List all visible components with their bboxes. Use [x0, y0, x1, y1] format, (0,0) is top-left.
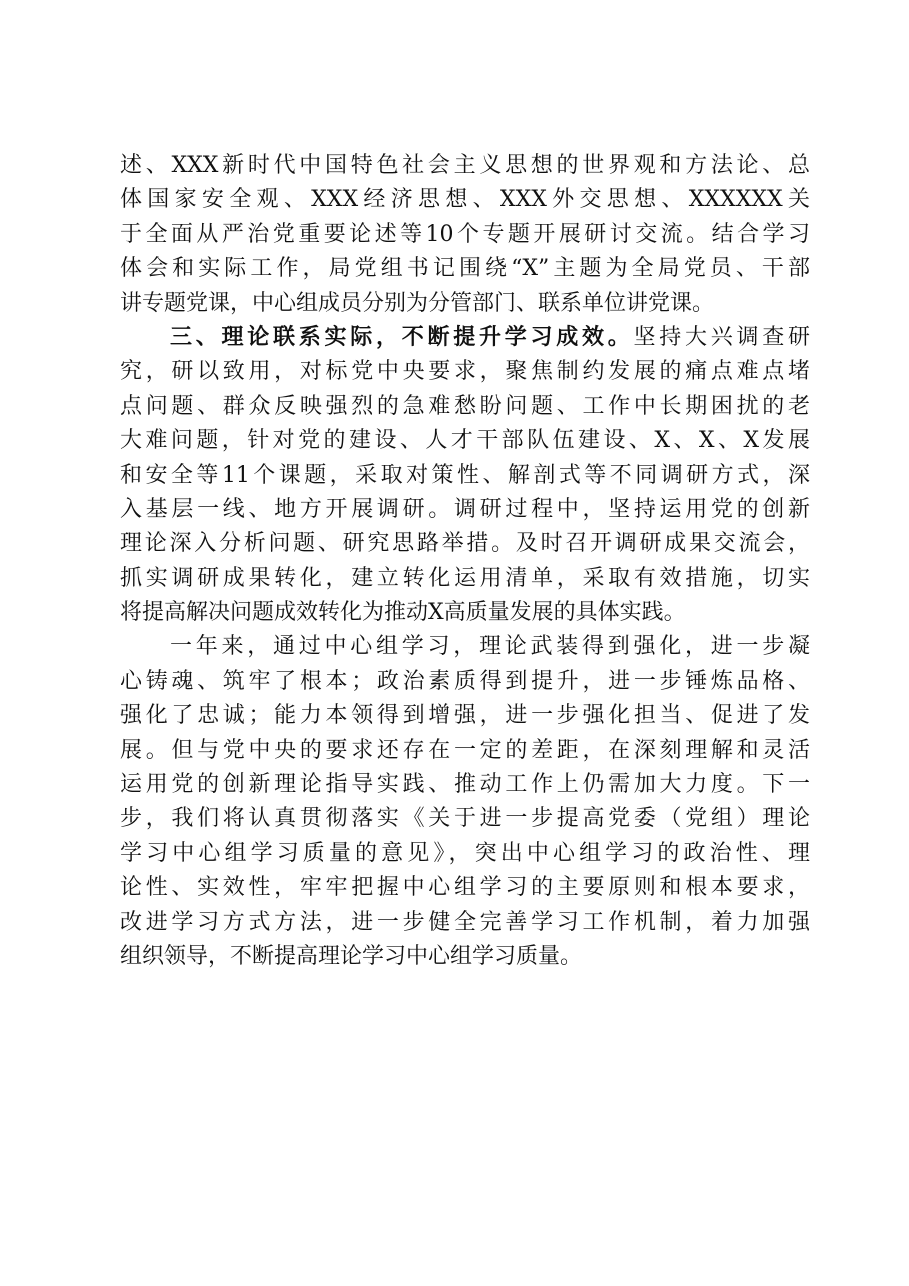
paragraph-line: 心铸魂、筑牢了根本；政治素质得到提升，进一步锤炼品格、	[120, 668, 810, 694]
paragraph-line-rest: 坚持大兴调查研	[633, 324, 810, 350]
paragraph-2	[120, 321, 810, 631]
paragraph-first-line	[120, 321, 810, 355]
paragraph-line: 究，研以致用，对标党中央要求，聚焦制约发展的痛点难点堵	[120, 359, 810, 385]
paragraph-line: 运用党的创新理论指导实践、推动工作上仍需加大力度。下一	[120, 772, 810, 798]
paragraph-line: 论性、实效性，牢牢把握中心组学习的主要原则和根本要求，	[120, 875, 810, 901]
paragraph-line: 入基层一线、地方开展调研。调研过程中，坚持运用党的创新	[120, 496, 810, 522]
paragraph-line: 理论深入分析问题、研究思路举措。及时召开调研成果交流会，	[120, 531, 810, 557]
section-heading: 三、理论联系实际，不断提升学习成效。	[170, 324, 634, 350]
paragraph-line: 体会和实际工作，局党组书记围绕“X”主题为全局党员、干部	[120, 256, 810, 282]
paragraph-line: 学习中心组学习质量的意见》，突出中心组学习的政治性、理	[120, 840, 810, 866]
paragraph-line: 大难问题，针对党的建设、人才干部队伍建设、X、X、X发展	[120, 428, 810, 454]
paragraph-line: 和安全等11个课题，采取对策性、解剖式等不同调研方式，深	[120, 462, 810, 488]
paragraph-line: 将提高解决问题成效转化为推动X高质量发展的具体实践。	[120, 600, 686, 626]
paragraph-line: 述、XXX新时代中国特色社会主义思想的世界观和方法论、总	[120, 153, 810, 178]
paragraph-line: 抓实调研成果转化，建立转化运用清单，采取有效措施，切实	[120, 565, 810, 591]
paragraph-line: 步，我们将认真贯彻落实《关于进一步提高党委（党组）理论	[120, 806, 810, 832]
paragraph-3	[120, 630, 810, 974]
paragraph-line: 改进学习方式方法，进一步健全完善学习工作机制，着力加强	[120, 909, 810, 935]
paragraph-line: 展。但与党中央的要求还存在一定的差距，在深刻理解和灵活	[120, 737, 810, 763]
paragraph-line: 于全面从严治党重要论述等10个专题开展研讨交流。结合学习	[120, 221, 810, 247]
document-body	[120, 149, 810, 974]
paragraph-line: 讲专题党课，中心组成员分别为分管部门、联系单位讲党课。	[120, 290, 715, 316]
paragraph-line: 体国家安全观、XXX经济思想、XXX外交思想、XXXXXX关	[120, 187, 810, 213]
paragraph-1	[120, 149, 810, 321]
paragraph-line: 组织领导，不断提高理论学习中心组学习质量。	[120, 943, 583, 969]
paragraph-line: 一年来，通过中心组学习，理论武装得到强化，进一步凝	[170, 634, 810, 660]
paragraph-line: 点问题、群众反映强烈的急难愁盼问题、工作中长期困扰的老	[120, 393, 810, 419]
paragraph-line: 强化了忠诚；能力本领得到增强，进一步强化担当、促进了发	[120, 703, 810, 729]
